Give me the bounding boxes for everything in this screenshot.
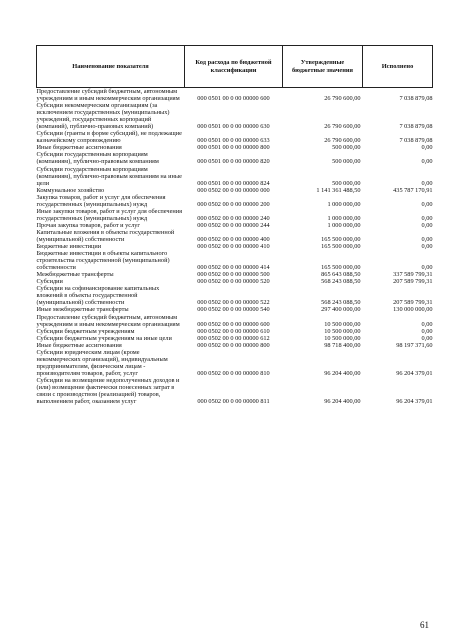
- row-name: Бюджетные инвестиции: [36, 243, 102, 251]
- row-approved: 26 790 600,00: [324, 123, 361, 131]
- table-row: [37, 102, 433, 130]
- row-executed: 0,00: [421, 320, 433, 328]
- row-code: 000 0502 00 0 00 00000 811: [197, 398, 270, 406]
- row-executed: 7 038 879,08: [399, 95, 433, 103]
- row-code: 000 0501 00 0 00 00000 800: [197, 144, 270, 152]
- row-code: 000 0502 00 0 00 00000 410: [197, 243, 270, 251]
- row-name: Субсидии: [36, 278, 63, 286]
- row-approved: 96 204 400,00: [324, 369, 361, 377]
- row-approved: 96 204 400,00: [324, 398, 361, 406]
- row-executed: 337 589 799,31: [393, 271, 433, 279]
- table-row: [37, 328, 433, 335]
- row-executed: 0,00: [421, 235, 433, 243]
- row-code: 000 0502 00 0 00 00000 200: [197, 200, 270, 208]
- row-executed: 0,00: [421, 334, 433, 342]
- header-approved: Утвержденные бюджетные значения: [283, 46, 363, 88]
- row-executed: 0,00: [421, 158, 433, 166]
- row-executed: 0,00: [421, 200, 433, 208]
- row-executed: 130 000 000,00: [393, 306, 433, 314]
- row-name: Прочая закупка товаров, работ и услуг: [36, 221, 140, 229]
- row-executed: 207 589 799,31: [393, 299, 433, 307]
- header-name: Наименование показателя: [37, 46, 185, 88]
- page-number: 61: [420, 620, 429, 630]
- row-code: 000 0502 00 0 00 00000 810: [197, 369, 270, 377]
- row-approved: 568 243 088,50: [321, 299, 361, 307]
- row-code: 000 0502 00 0 00 00000 240: [197, 214, 270, 222]
- row-name: Иные закупки товаров, работ и услуг для обеспечения государственных (муниципальных) нужд: [36, 207, 183, 222]
- row-approved: 500 000,00: [332, 179, 361, 187]
- header-code: Код расхода по бюджетной классификации: [185, 46, 283, 88]
- row-executed: 0,00: [421, 214, 433, 222]
- row-code: 000 0502 00 0 00 00000 522: [197, 299, 270, 307]
- row-approved: 500 000,00: [332, 144, 361, 152]
- row-approved: 26 790 600,00: [324, 95, 361, 103]
- row-approved: 26 790 600,00: [324, 137, 361, 145]
- row-approved: 165 500 000,00: [321, 264, 361, 272]
- row-name: Субсидии на возмещение недополученных доходов и (или) возмещение фактически понесенных затрат в связи с производством (реализацией) товаров, выполнением работ, оказанием услуг: [36, 376, 180, 406]
- row-approved: 98 718 400,00: [324, 341, 361, 349]
- table-row: [37, 187, 433, 194]
- row-code: 000 0502 00 0 00 00000 500: [197, 271, 270, 279]
- table-row: [37, 194, 433, 208]
- row-executed: 96 204 379,01: [396, 398, 433, 406]
- row-approved: 10 500 000,00: [324, 327, 361, 335]
- table-header-row: [37, 46, 433, 88]
- row-code: 000 0502 00 0 00 00000 612: [197, 334, 270, 342]
- row-approved: 568 243 088,50: [321, 278, 361, 286]
- row-name: Иные межбюджетные трансферты: [36, 306, 129, 314]
- row-executed: 7 038 879,08: [399, 137, 433, 145]
- row-name: Субсидии государственным корпорациям (компаниям), публично-правовым компаниям: [36, 151, 159, 166]
- row-code: 000 0502 00 0 00 00000 414: [197, 264, 270, 272]
- row-name: Бюджетные инвестиции в объекты капитального строительства государственной (муниципальной) собственности: [36, 250, 170, 272]
- row-code: 000 0502 00 0 00 00000 244: [197, 221, 270, 229]
- row-approved: 297 400 000,00: [321, 306, 361, 314]
- row-executed: 96 204 379,01: [396, 369, 433, 377]
- table-row: [37, 144, 433, 151]
- table-row: [37, 222, 433, 229]
- row-code: 000 0502 00 0 00 00000 540: [197, 306, 270, 314]
- row-approved: 165 500 000,00: [321, 235, 361, 243]
- row-name: Субсидии на софинансирование капитальных вложений в объекты государственной (муниципальной) собственности: [36, 285, 160, 307]
- table-row: [37, 88, 433, 103]
- row-executed: 98 197 371,60: [396, 341, 433, 349]
- row-code: 000 0502 00 0 00 00000 800: [197, 341, 270, 349]
- table-row: [37, 166, 433, 187]
- table-row: [37, 151, 433, 165]
- row-name: Субсидии бюджетным учреждениям на иные цели: [36, 334, 172, 342]
- table-row: [37, 335, 433, 342]
- table-row: [37, 306, 433, 313]
- row-code: 000 0501 00 0 00 00000 633: [197, 137, 270, 145]
- row-name: Коммунальное хозяйство: [36, 186, 105, 194]
- table-body: [37, 88, 433, 406]
- row-approved: 1 000 000,00: [327, 200, 361, 208]
- row-approved: 10 500 000,00: [324, 334, 361, 342]
- row-code: 000 0502 00 0 00 00000 000: [197, 186, 270, 194]
- budget-execution-table: [36, 45, 433, 405]
- row-name: Субсидии некоммерческим организациям (за исключением государственных (муниципальных) учреждений, государственных корпораций (компаний), публично-правовых компаний): [36, 102, 170, 131]
- row-code: 000 0501 00 0 00 00000 630: [197, 123, 270, 131]
- row-approved: 1 000 000,00: [327, 221, 361, 229]
- row-approved: 165 500 000,00: [321, 243, 361, 251]
- table-row: [37, 278, 433, 285]
- row-code: 000 0502 00 0 00 00000 400: [197, 235, 270, 243]
- table-row: [37, 271, 433, 278]
- row-code: 000 0501 00 0 00 00000 600: [197, 95, 270, 103]
- row-name: Межбюджетные трансферты: [36, 271, 114, 279]
- row-name: Предоставление субсидий бюджетным, автономным учреждениям и иным некоммерческим организациям: [36, 88, 180, 103]
- row-executed: 435 787 170,91: [393, 186, 433, 194]
- row-code: 000 0502 00 0 00 00000 610: [197, 327, 270, 335]
- row-executed: 0,00: [421, 179, 433, 187]
- row-executed: 0,00: [421, 243, 433, 251]
- row-code: 000 0501 00 0 00 00000 824: [197, 179, 270, 187]
- row-code: 000 0502 00 0 00 00000 520: [197, 278, 270, 286]
- row-approved: 1 141 361 488,50: [316, 186, 361, 194]
- row-approved: 865 643 088,50: [321, 271, 361, 279]
- table-row: [37, 208, 433, 222]
- table-row: [37, 377, 433, 405]
- table-row: [37, 349, 433, 377]
- row-executed: 0,00: [421, 144, 433, 152]
- row-name: Субсидии (гранты в форме субсидий), не подлежащие казначейскому сопровождению: [36, 130, 182, 145]
- row-name: Иные бюджетные ассигнования: [36, 341, 122, 349]
- row-name: Субсидии бюджетным учреждениям: [36, 327, 135, 335]
- header-executed: Исполнено: [363, 46, 433, 88]
- row-name: Субсидии юридическим лицам (кроме некоммерческих организаций), индивидуальным предпринимателям, физическим лицам - производителям товаров, работ, услуг: [36, 348, 168, 377]
- table-row: [37, 130, 433, 144]
- row-approved: 10 500 000,00: [324, 320, 361, 328]
- row-executed: 0,00: [421, 264, 433, 272]
- row-name: Закупка товаров, работ и услуг для обеспечения государственных (муниципальных) нужд: [36, 193, 166, 208]
- table-row: [37, 250, 433, 271]
- row-code: 000 0501 00 0 00 00000 820: [197, 158, 270, 166]
- row-name: Иные бюджетные ассигнования: [36, 144, 122, 152]
- row-executed: 7 038 879,08: [399, 123, 433, 131]
- row-executed: 0,00: [421, 327, 433, 335]
- table-row: [37, 285, 433, 306]
- row-approved: 500 000,00: [332, 158, 361, 166]
- row-executed: 0,00: [421, 221, 433, 229]
- row-name: Субсидии государственным корпорациям (компаниям), публично-правовым компаниям на иные цели: [36, 165, 182, 187]
- table-row: [37, 314, 433, 328]
- table-row: [37, 243, 433, 250]
- table-row: [37, 342, 433, 349]
- table-row: [37, 229, 433, 243]
- row-name: Предоставление субсидий бюджетным, автономным учреждениям и иным некоммерческим организациям: [36, 313, 180, 328]
- row-executed: 207 589 799,31: [393, 278, 433, 286]
- row-code: 000 0502 00 0 00 00000 600: [197, 320, 270, 328]
- row-approved: 1 000 000,00: [327, 214, 361, 222]
- row-name: Капитальные вложения в объекты государственной (муниципальной) собственности: [36, 228, 175, 243]
